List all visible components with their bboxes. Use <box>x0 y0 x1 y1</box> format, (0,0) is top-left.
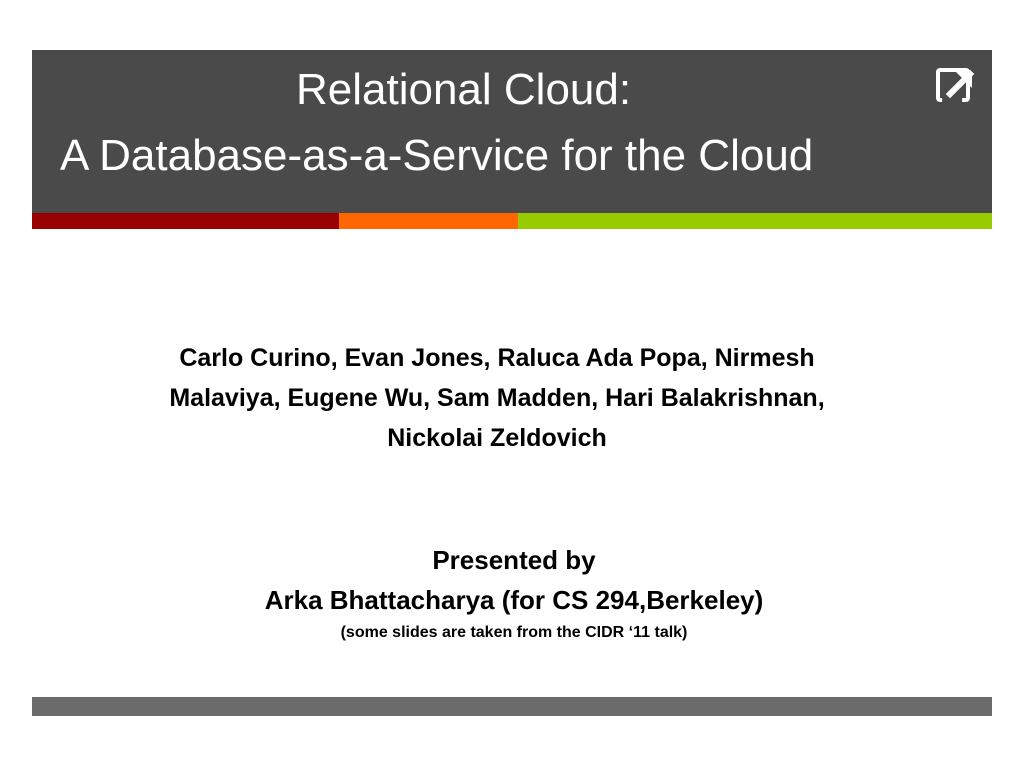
accent-orange-segment <box>339 213 518 229</box>
accent-green-segment <box>518 213 992 229</box>
title-line-2: A Database-as-a-Service for the Cloud <box>60 131 814 180</box>
accent-red-segment <box>32 213 339 229</box>
authors-block <box>80 338 914 458</box>
presenter-note: (some slides are taken from the CIDR ‘11 talk) <box>340 624 688 641</box>
authors-line-2: Malaviya, Eugene Wu, Sam Madden, Hari Balakrishnan, <box>169 384 825 412</box>
accent-strip <box>32 213 992 229</box>
authors-line-1: Carlo Curino, Evan Jones, Raluca Ada Popa, Nirmesh <box>179 344 815 372</box>
presenter-block <box>80 540 948 646</box>
presenter-name: Arka Bhattacharya (for CS 294,Berkeley) <box>264 585 764 615</box>
arrow-up-right-icon <box>936 68 976 108</box>
authors-line-3: Nickolai Zeldovich <box>387 424 607 452</box>
presented-by-label: Presented by <box>432 545 596 575</box>
title-line-1: Relational Cloud: <box>296 65 632 114</box>
bottom-bar <box>32 697 992 716</box>
title-band <box>32 50 992 213</box>
